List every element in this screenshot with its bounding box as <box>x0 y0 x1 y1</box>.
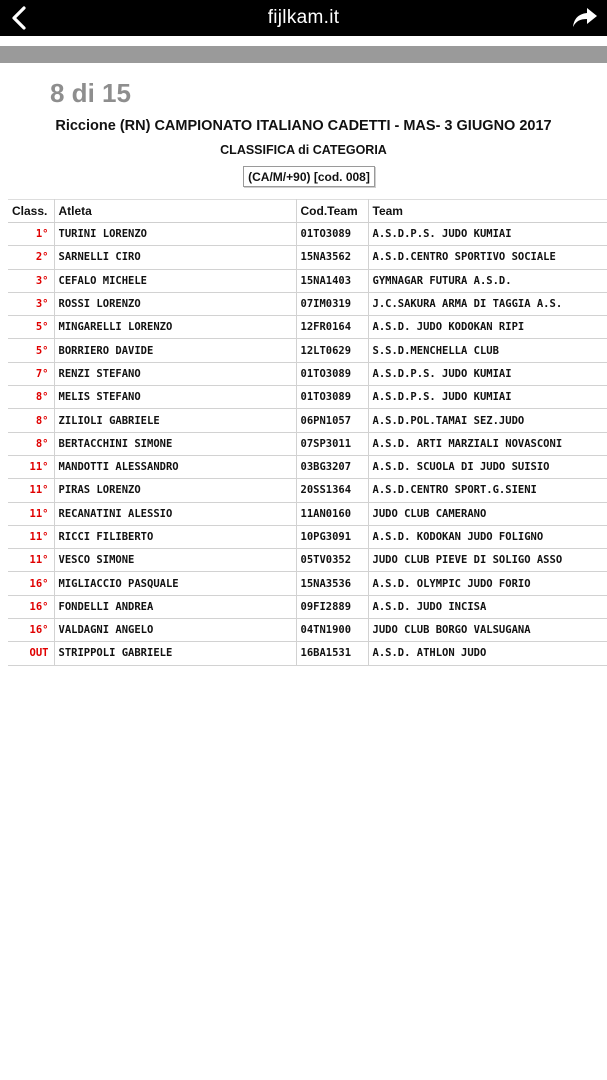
team-code-cell: 03BG3207 <box>296 455 368 478</box>
rank-cell: 16° <box>8 572 54 595</box>
athlete-cell: MANDOTTI ALESSANDRO <box>54 455 296 478</box>
table-row <box>8 479 607 502</box>
rank-cell: 7° <box>8 362 54 385</box>
team-cell: A.S.D.CENTRO SPORTIVO SOCIALE <box>368 246 607 269</box>
rank-cell: 11° <box>8 455 54 478</box>
team-code-cell: 01TO3089 <box>296 386 368 409</box>
rank-cell: 2° <box>8 246 54 269</box>
team-code-cell: 01TO3089 <box>296 362 368 385</box>
athlete-cell: VALDAGNI ANGELO <box>54 619 296 642</box>
team-cell: A.S.D. ARTI MARZIALI NOVASCONI <box>368 432 607 455</box>
athlete-cell: PIRAS LORENZO <box>54 479 296 502</box>
table-row <box>8 223 607 246</box>
rank-cell: 8° <box>8 409 54 432</box>
athlete-cell: RECANATINI ALESSIO <box>54 502 296 525</box>
rank-cell: 3° <box>8 269 54 292</box>
athlete-cell: STRIPPOLI GABRIELE <box>54 642 296 665</box>
rank-cell: 11° <box>8 479 54 502</box>
athlete-cell: MIGLIACCIO PASQUALE <box>54 572 296 595</box>
team-code-cell: 10PG3091 <box>296 525 368 548</box>
table-row <box>8 246 607 269</box>
athlete-cell: ROSSI LORENZO <box>54 292 296 315</box>
category-code-badge: (CA/M/+90) [cod. 008] <box>243 166 375 187</box>
team-code-cell: 15NA3536 <box>296 572 368 595</box>
column-header-team-code: Cod.Team <box>296 200 368 223</box>
column-header-class: Class. <box>8 200 54 223</box>
team-cell: A.S.D.POL.TAMAI SEZ.JUDO <box>368 409 607 432</box>
rank-cell: 1° <box>8 223 54 246</box>
table-row <box>8 409 607 432</box>
athlete-cell: SARNELLI CIRO <box>54 246 296 269</box>
team-cell: A.S.D. OLYMPIC JUDO FORIO <box>368 572 607 595</box>
team-code-cell: 15NA3562 <box>296 246 368 269</box>
classification-subtitle: CLASSIFICA di CATEGORIA <box>220 143 387 157</box>
team-code-cell: 15NA1403 <box>296 269 368 292</box>
team-cell: A.S.D. JUDO INCISA <box>368 595 607 618</box>
team-cell: A.S.D. KODOKAN JUDO FOLIGNO <box>368 525 607 548</box>
share-arrow-icon <box>572 7 598 29</box>
team-code-cell: 16BA1531 <box>296 642 368 665</box>
team-code-cell: 09FI2889 <box>296 595 368 618</box>
athlete-cell: FONDELLI ANDREA <box>54 595 296 618</box>
table-row <box>8 619 607 642</box>
team-cell: A.S.D.P.S. JUDO KUMIAI <box>368 386 607 409</box>
athlete-cell: BERTACCHINI SIMONE <box>54 432 296 455</box>
athlete-cell: RICCI FILIBERTO <box>54 525 296 548</box>
table-row <box>8 595 607 618</box>
team-code-cell: 12FR0164 <box>296 316 368 339</box>
athlete-cell: CEFALO MICHELE <box>54 269 296 292</box>
table-row <box>8 432 607 455</box>
event-title: Riccione (RN) CAMPIONATO ITALIANO CADETTI - MAS- 3 GIUGNO 2017 <box>55 118 552 134</box>
rank-cell: OUT <box>8 642 54 665</box>
rank-cell: 16° <box>8 619 54 642</box>
rank-cell: 3° <box>8 292 54 315</box>
team-cell: JUDO CLUB BORGO VALSUGANA <box>368 619 607 642</box>
team-cell: JUDO CLUB PIEVE DI SOLIGO ASSO <box>368 549 607 572</box>
table-row <box>8 455 607 478</box>
table-row <box>8 316 607 339</box>
team-cell: A.S.D.CENTRO SPORT.G.SIENI <box>368 479 607 502</box>
team-code-cell: 07SP3011 <box>296 432 368 455</box>
table-row <box>8 292 607 315</box>
rank-cell: 5° <box>8 339 54 362</box>
team-cell: A.S.D. JUDO KODOKAN RIPI <box>368 316 607 339</box>
table-header-row <box>8 200 607 223</box>
team-code-cell: 06PN1057 <box>296 409 368 432</box>
column-header-team: Team <box>368 200 607 223</box>
team-code-cell: 01TO3089 <box>296 223 368 246</box>
athlete-cell: BORRIERO DAVIDE <box>54 339 296 362</box>
team-code-cell: 05TV0352 <box>296 549 368 572</box>
page-separator-bar <box>0 46 607 63</box>
table-row <box>8 362 607 385</box>
rank-cell: 5° <box>8 316 54 339</box>
table-row <box>8 572 607 595</box>
athlete-cell: RENZI STEFANO <box>54 362 296 385</box>
table-row <box>8 269 607 292</box>
table-row <box>8 502 607 525</box>
team-code-cell: 20SS1364 <box>296 479 368 502</box>
results-table <box>8 199 607 666</box>
rank-cell: 11° <box>8 502 54 525</box>
team-cell: A.S.D.P.S. JUDO KUMIAI <box>368 362 607 385</box>
table-row <box>8 525 607 548</box>
column-header-athlete: Atleta <box>54 200 296 223</box>
team-cell: JUDO CLUB CAMERANO <box>368 502 607 525</box>
athlete-cell: MELIS STEFANO <box>54 386 296 409</box>
team-code-cell: 07IM0319 <box>296 292 368 315</box>
team-code-cell: 11AN0160 <box>296 502 368 525</box>
athlete-cell: MINGARELLI LORENZO <box>54 316 296 339</box>
page-indicator: 8 di 15 <box>50 78 131 108</box>
team-cell: S.S.D.MENCHELLA CLUB <box>368 339 607 362</box>
rank-cell: 11° <box>8 525 54 548</box>
rank-cell: 8° <box>8 386 54 409</box>
athlete-cell: TURINI LORENZO <box>54 223 296 246</box>
table-row <box>8 642 607 665</box>
athlete-cell: ZILIOLI GABRIELE <box>54 409 296 432</box>
table-row <box>8 386 607 409</box>
team-cell: A.S.D.P.S. JUDO KUMIAI <box>368 223 607 246</box>
team-cell: GYMNAGAR FUTURA A.S.D. <box>368 269 607 292</box>
table-row <box>8 549 607 572</box>
table-row <box>8 339 607 362</box>
rank-cell: 11° <box>8 549 54 572</box>
team-code-cell: 04TN1900 <box>296 619 368 642</box>
team-code-cell: 12LT0629 <box>296 339 368 362</box>
team-cell: J.C.SAKURA ARMA DI TAGGIA A.S. <box>368 292 607 315</box>
browser-toolbar <box>0 0 607 36</box>
athlete-cell: VESCO SIMONE <box>54 549 296 572</box>
share-button[interactable] <box>571 5 599 31</box>
team-cell: A.S.D. SCUOLA DI JUDO SUISIO <box>368 455 607 478</box>
team-cell: A.S.D. ATHLON JUDO <box>368 642 607 665</box>
rank-cell: 16° <box>8 595 54 618</box>
url-text[interactable]: fijlkam.it <box>267 7 340 28</box>
rank-cell: 8° <box>8 432 54 455</box>
